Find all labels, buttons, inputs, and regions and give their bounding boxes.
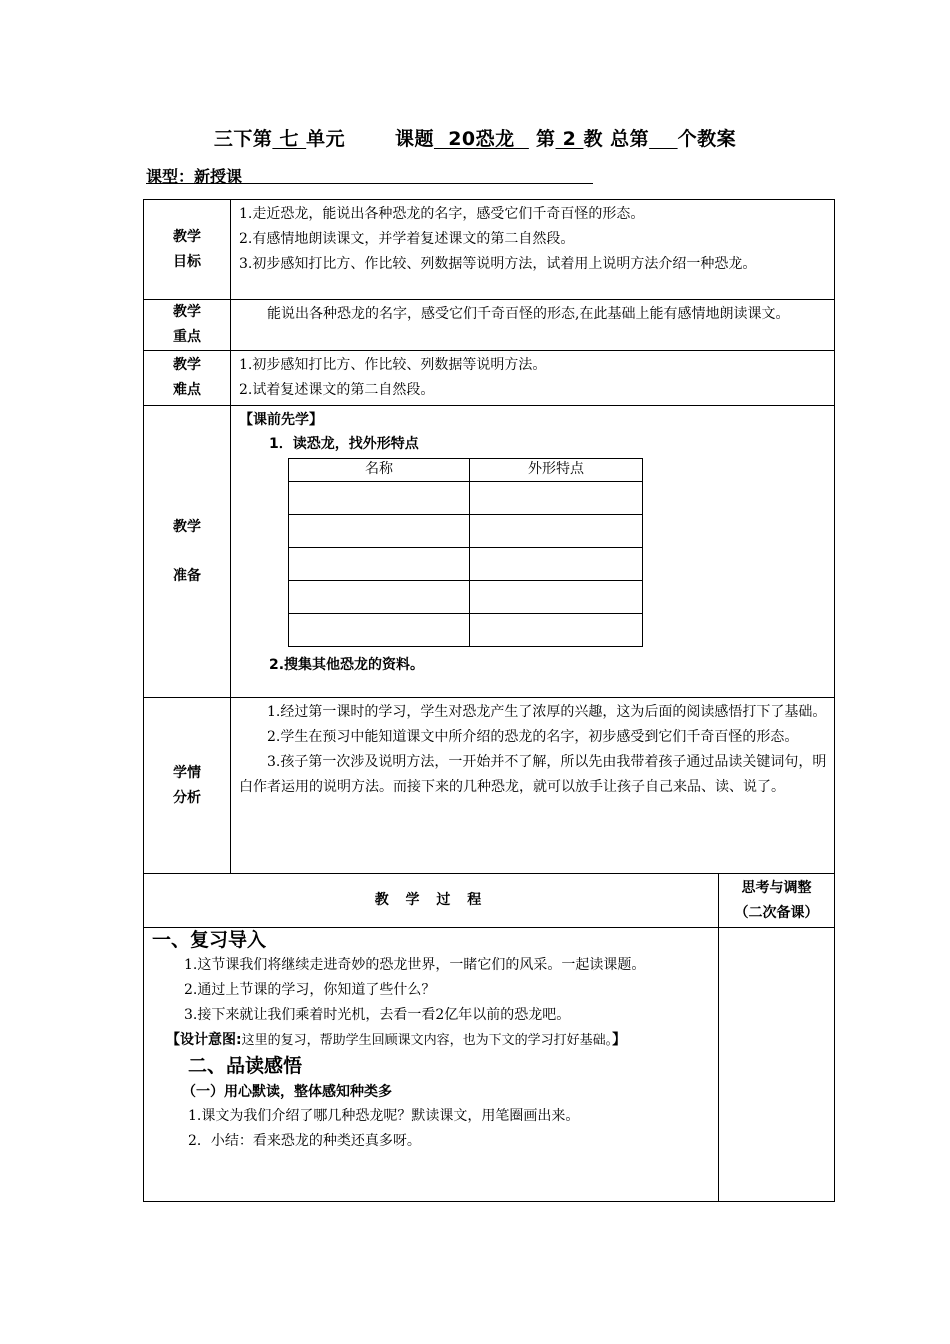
features-table bbox=[288, 458, 643, 647]
difficulties-label bbox=[144, 351, 231, 406]
table-row bbox=[289, 614, 643, 647]
table-row bbox=[289, 515, 643, 548]
analysis-label-line1: 学情 bbox=[173, 764, 201, 781]
feature-cell[interactable] bbox=[470, 614, 643, 647]
title-prefix: 三下第 bbox=[213, 128, 273, 150]
name-cell[interactable] bbox=[289, 581, 470, 614]
difficulties-content bbox=[231, 351, 835, 406]
header-name: 名称 bbox=[289, 459, 470, 482]
features-table-header bbox=[289, 459, 643, 482]
section1-item: 3.接下来就让我们乘着时光机，去看一看2亿年以前的恐龙吧。 bbox=[184, 1007, 571, 1023]
process-content-row bbox=[144, 928, 835, 1202]
analysis-item: 1.经过第一课时的学习，学生对恐龙产生了浓厚的兴趣，这为后面的阅读感悟打下了基础。 bbox=[267, 704, 827, 720]
section2-subtitle: （一）用心默读，整体感知种类多 bbox=[182, 1084, 392, 1100]
lesson-plan-table bbox=[143, 199, 835, 1202]
analysis-label-line2: 分析 bbox=[173, 789, 201, 806]
difficulties-row bbox=[144, 351, 835, 406]
topic-value: 20恐龙 bbox=[433, 128, 529, 150]
adjust-title: 思考与调整 bbox=[741, 879, 812, 896]
adjust-subtitle: （二次备课） bbox=[734, 904, 819, 921]
lesson-number: 2 bbox=[555, 128, 584, 150]
unit-number: 七 bbox=[272, 128, 307, 150]
feature-cell[interactable] bbox=[470, 581, 643, 614]
unit-suffix: 单元 bbox=[306, 128, 346, 150]
process-content bbox=[144, 928, 719, 1202]
feature-cell[interactable] bbox=[470, 482, 643, 515]
name-cell[interactable] bbox=[289, 548, 470, 581]
preparation-content bbox=[231, 406, 835, 698]
goal-item: 2.有感情地朗读课文，并学着复述课文的第二自然段。 bbox=[239, 231, 575, 247]
section2-item: 1.课文为我们介绍了哪几种恐龙呢？默读课文，用笔圈画出来。 bbox=[188, 1108, 580, 1124]
lesson-prefix: 第 bbox=[536, 128, 556, 150]
lesson-suffix: 教 bbox=[583, 128, 603, 150]
name-cell[interactable] bbox=[289, 482, 470, 515]
document-title bbox=[0, 124, 950, 151]
section1-item: 1.这节课我们将继续走进奇妙的恐龙世界，一睹它们的风采。一起读课题。 bbox=[184, 957, 646, 973]
key-points-label-line1: 教学 bbox=[173, 304, 201, 320]
feature-cell[interactable] bbox=[470, 548, 643, 581]
preparation-task1: 1．读恐龙，找外形特点 bbox=[269, 436, 419, 452]
difficulty-item: 2.试着复述课文的第二自然段。 bbox=[239, 382, 435, 398]
key-points-row bbox=[144, 300, 835, 351]
section1-item: 2.通过上节课的学习，你知道了些什么？ bbox=[184, 982, 436, 998]
goals-label-line2: 目标 bbox=[173, 253, 201, 270]
design-intent-text: 这里的复习，帮助学生回顾课文内容，也为下文的学习打好基础。 bbox=[241, 1033, 613, 1048]
analysis-row bbox=[144, 698, 835, 874]
name-cell[interactable] bbox=[289, 515, 470, 548]
preparation-label-line2: 准备 bbox=[173, 567, 201, 584]
section2-title: 二、品读感悟 bbox=[188, 1055, 303, 1077]
table-row bbox=[289, 548, 643, 581]
preparation-heading: 【课前先学】 bbox=[239, 412, 323, 428]
total-suffix: 个教案 bbox=[677, 128, 737, 150]
preparation-label bbox=[144, 406, 231, 698]
lesson-type-underline bbox=[146, 183, 593, 184]
goals-row bbox=[144, 200, 835, 300]
lesson-type: 课型：新授课 bbox=[146, 167, 243, 186]
analysis-label bbox=[144, 698, 231, 874]
section1-title: 一、复习导入 bbox=[152, 929, 267, 951]
process-title: 教 学 过 程 bbox=[144, 874, 719, 928]
adjust-header bbox=[719, 874, 835, 928]
key-points-text: 能说出各种恐龙的名字，感受它们千奇百怪的形态,在此基础上能有感情地朗读课文。 bbox=[267, 306, 790, 322]
topic-label: 课题 bbox=[394, 128, 434, 150]
table-row bbox=[289, 482, 643, 515]
difficulties-label-line2: 难点 bbox=[173, 382, 201, 398]
preparation-row bbox=[144, 406, 835, 698]
total-blank bbox=[649, 128, 677, 150]
goals-content bbox=[231, 200, 835, 300]
process-header-row bbox=[144, 874, 835, 928]
total-prefix: 总第 bbox=[610, 128, 650, 150]
analysis-item: 2.学生在预习中能知道课文中所介绍的恐龙的名字，初步感受到它们千奇百怪的形态。 bbox=[267, 729, 799, 745]
preparation-task2: 2.搜集其他恐龙的资料。 bbox=[269, 657, 425, 673]
feature-cell[interactable] bbox=[470, 515, 643, 548]
name-cell[interactable] bbox=[289, 614, 470, 647]
goals-label-line1: 教学 bbox=[173, 228, 201, 245]
goal-item: 1.走近恐龙，能说出各种恐龙的名字，感受它们千奇百怪的形态。 bbox=[239, 206, 645, 222]
key-points-label-line2: 重点 bbox=[173, 329, 201, 345]
key-points-content bbox=[231, 300, 835, 351]
goals-label bbox=[144, 200, 231, 300]
section2-item: 2．小结：看来恐龙的种类还真多呀。 bbox=[188, 1133, 421, 1149]
design-intent bbox=[152, 1028, 714, 1053]
difficulties-label-line1: 教学 bbox=[173, 357, 201, 373]
analysis-item: 3.孩子第一次涉及说明方法，一开始并不了解，所以先由我带着孩子通过品读关键词句，明白作者运用的说明方法。而接下来的几种恐龙，就可以放手让孩子自己来品、读、说了。 bbox=[239, 754, 827, 795]
header-features: 外形特点 bbox=[470, 459, 643, 482]
goal-item: 3.初步感知打比方、作比较、列数据等说明方法，试着用上说明方法介绍一种恐龙。 bbox=[239, 256, 757, 272]
key-points-label bbox=[144, 300, 231, 351]
preparation-label-line1: 教学 bbox=[173, 518, 201, 535]
table-row bbox=[289, 581, 643, 614]
design-intent-end: 】 bbox=[612, 1032, 627, 1048]
difficulty-item: 1.初步感知打比方、作比较、列数据等说明方法。 bbox=[239, 357, 547, 373]
design-intent-label: 【设计意图: bbox=[166, 1032, 242, 1048]
adjust-column[interactable] bbox=[719, 928, 835, 1202]
analysis-content bbox=[231, 698, 835, 874]
